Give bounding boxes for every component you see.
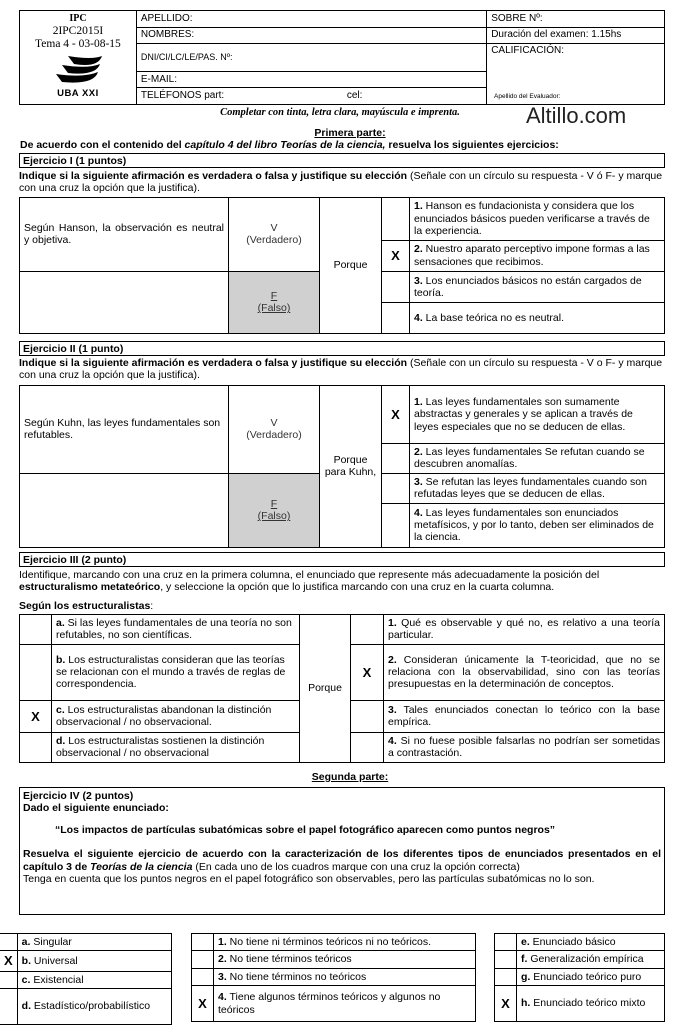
ej4-col2-mark-2[interactable] — [192, 951, 214, 968]
ej1-statement: Según Hanson, la observación es neutral y objetiva. — [20, 198, 229, 272]
ej2-opt-1-text: Las leyes fundamentales son sumamente abstractas y generales y se aplican a través de leyes especiales que no se deducen de ellas. — [414, 395, 633, 433]
ej2-f-sub: (Falso) — [257, 510, 291, 523]
ej2-opt-3-text: Se refutan las leyes fundamentales cuando son refutadas leyes que se deducen de ellas. — [414, 475, 647, 501]
ej4-title: Ejercicio IV (2 puntos) — [23, 790, 134, 802]
ej4-col2-3-num: 3. — [218, 970, 227, 983]
ej2-mark-1[interactable]: X — [382, 386, 410, 444]
ej3-instr-a: Identifique, marcando con una cruz en la primera columna, el enunciado que represente más adecuadamente la posición del — [19, 569, 600, 581]
ej2-opt-4-num: 4. — [414, 506, 423, 519]
ej1-opt-4-num: 4. — [414, 311, 423, 324]
ej3-right-3 — [384, 700, 665, 732]
ej4-col2-mark-4[interactable]: X — [192, 986, 214, 1022]
ej2-statement: Según Kuhn, las leyes fundamentales son refutables. — [20, 386, 229, 474]
ej1-opt-1-text: Hanson es fundacionista y considera que los enunciados básicos pueden verificarse a través de la experiencia. — [414, 200, 650, 238]
ej3-left-a-letter: a. — [56, 617, 65, 629]
ej1-mark-3[interactable] — [382, 271, 410, 303]
dni-field[interactable]: DNI/CI/LC/LE/PAS. Nº: — [136, 44, 486, 72]
ej1-instructions — [19, 170, 665, 195]
ej3-porque: Porque — [300, 615, 351, 763]
ej3-left-b-letter: b. — [56, 653, 66, 666]
ej3-segun-label: Según los estructuralistas — [19, 600, 151, 612]
ej1-option-4 — [410, 303, 665, 334]
ej1-option-1 — [410, 198, 665, 241]
ej3-right-4-text: Si no fuese posible falsarlas no podrían ser sometidas a contrastación. — [388, 734, 660, 760]
ej3-left-a — [52, 615, 300, 645]
apellido-field[interactable]: APELLIDO: — [136, 11, 486, 28]
ej1-opt-2-text: Nuestro aparato perceptivo impone formas a las sensaciones que recibimos. — [414, 243, 650, 268]
ej2-instr-rest: (Señale con un círculo su respuesta - V o F- y marque con una cruz la opción que la justifica). — [19, 357, 663, 382]
ej4-col2-3 — [214, 968, 476, 985]
ej4-col2-1 — [214, 934, 476, 951]
ej4-col1-d-letter: d. — [21, 1000, 32, 1013]
ej3-instructions — [19, 569, 665, 594]
ej2-f-cell[interactable] — [229, 473, 320, 547]
ej1-mark-1[interactable] — [382, 198, 410, 241]
intro-c: resuelva los siguientes ejercicios: — [385, 139, 559, 151]
ej2-title: Ejercicio II (1 punto) — [19, 341, 665, 356]
ej3-right-mark-1[interactable] — [351, 615, 384, 645]
ej4-col2-4 — [214, 986, 476, 1022]
ej4-col3-mark-f[interactable] — [495, 951, 517, 968]
ej4-box — [19, 787, 665, 915]
telefonos-field[interactable] — [136, 88, 486, 105]
ej4-col2-1-text: No tiene ni términos teóricos ni no teóricos. — [226, 936, 432, 948]
ej1-table — [19, 197, 665, 334]
ej2-opt-2-text: Las leyes fundamentales Se refutan cuando se descubren anomalías. — [414, 446, 645, 471]
ej3-left-mark-b[interactable] — [20, 644, 52, 700]
ej2-instructions — [19, 357, 665, 382]
ej3-title: Ejercicio III (2 punto) — [19, 552, 665, 567]
ej4-col3-g — [517, 968, 665, 985]
exam-code: 2IPC2015I — [52, 24, 104, 37]
ej2-mark-2[interactable] — [382, 444, 410, 474]
ej4-col2-mark-1[interactable] — [192, 934, 214, 951]
ej4-col3-mark-g[interactable] — [495, 968, 517, 985]
ej2-option-4 — [410, 503, 665, 547]
instruction-text: Completar con tinta, letra clara, mayúscula e imprenta. — [220, 107, 460, 118]
ej2-opt-1-num: 1. — [414, 395, 423, 408]
ej3-left-mark-c[interactable]: X — [20, 700, 52, 732]
ej4-col3-f-letter: f. — [521, 953, 528, 966]
uba-xxi-logo-icon — [48, 54, 108, 88]
cel-label: cel: — [346, 90, 363, 102]
evaluador-label: Apellido del Evaluador: — [494, 93, 561, 100]
ej1-porque: Porque — [320, 198, 382, 334]
ej2-opt-3-num: 3. — [414, 475, 423, 488]
ej1-mark-4[interactable] — [382, 303, 410, 334]
ej4-col2-mark-3[interactable] — [192, 968, 214, 985]
ej2-v-sub: (Verdadero) — [246, 429, 302, 442]
ej1-f-label: F — [270, 289, 278, 302]
ej4-col1-d — [17, 989, 171, 1025]
ej3-segun: Según los estructuralistas: — [19, 600, 154, 612]
ej1-v-sub: (Verdadero) — [246, 234, 302, 247]
ej4-col2-4-text: Tiene algunos términos teóricos y algunos no teóricos — [218, 991, 441, 1016]
ej4-col3-g-text: Enunciado teórico puro — [530, 970, 642, 983]
ej2-opt-4-text: Las leyes fundamentales son enunciados metafísicos, y por lo tanto, deben ser eliminados de la ciencia. — [414, 506, 654, 544]
ej2-instr-bold: Indique si la siguiente afirmación es verdadera o falsa y justifique su elección — [19, 357, 408, 369]
ej4-col1-c — [17, 971, 171, 988]
ej1-instr-bold: Indique si la siguiente afirmación es verdadera o falsa y justifique su elección — [19, 170, 408, 182]
ej3-right-4 — [384, 732, 665, 762]
ej4-dado: Dado el siguiente enunciado: — [23, 802, 169, 815]
ej3-right-1-num: 1. — [388, 617, 397, 629]
ej4-instr-c: (En cada uno de los cuadros marque con una cruz la opción correcta) — [192, 860, 520, 873]
ej4-note: Tenga en cuenta que los puntos negros en el papel fotográfico son observables, pero las partículas subatómicas no lo son. — [23, 872, 595, 885]
ej4-col1-table — [0, 933, 172, 1025]
ej4-col1-c-letter: c. — [21, 973, 31, 986]
ej4-col3-h-text: Enunciado teórico mixto — [530, 997, 646, 1010]
ej1-option-3 — [410, 271, 665, 303]
ej3-right-2-text: Consideran únicamente la T-teoricidad, que no se relaciona con la observabilidad, sino con las teorías presupuestas en la determinación de conceptos. — [388, 653, 660, 691]
ej4-col1-a-text: Singular — [30, 936, 72, 948]
ej4-col1-d-text: Estadístico/probabilístico — [31, 1000, 151, 1013]
logo-text: UBA XXI — [57, 87, 99, 99]
ej2-v-cell[interactable] — [229, 386, 320, 474]
ej4-col1-mark-b[interactable]: X — [0, 951, 17, 971]
ej4-col3-e-text: Enunciado básico — [529, 936, 616, 948]
ej1-v-label: V — [270, 221, 278, 234]
watermark: Altillo.com — [526, 103, 627, 128]
ej4-col1-a — [17, 934, 171, 951]
ej3-left-c — [52, 700, 300, 732]
ej2-opt-2-num: 2. — [414, 446, 423, 458]
ej3-left-mark-d[interactable] — [20, 732, 52, 762]
ej3-right-mark-2[interactable]: X — [351, 644, 384, 700]
ej1-title: Ejercicio I (1 puntos) — [19, 153, 665, 168]
ej3-table — [19, 614, 665, 763]
ej4-quote: “Los impactos de partículas subatómicas sobre el papel fotográfico aparecen como puntos negros” — [55, 823, 556, 836]
ej4-col2-4-num: 4. — [218, 991, 227, 1004]
ej3-left-c-letter: c. — [56, 703, 65, 716]
ej4-col1-b — [17, 951, 171, 971]
primera-parte-title: Primera parte: — [314, 127, 386, 139]
ej4-instructions — [23, 848, 661, 873]
ej3-instr-c: , y seleccione la opción que lo justifica marcando con una cruz en la cuarta columna. — [160, 581, 555, 594]
ej2-porque: Porque para Kuhn, — [320, 386, 382, 548]
ej2-option-3 — [410, 473, 665, 503]
ej4-col3-e-letter: e. — [521, 936, 530, 948]
intro-a: De acuerdo con el contenido del — [20, 139, 185, 151]
ej3-instr-b: estructuralismo metateórico — [19, 581, 161, 594]
ej3-right-mark-3[interactable] — [351, 700, 384, 732]
ej3-left-b — [52, 644, 300, 700]
header-id-cell — [20, 11, 137, 105]
ej1-v-cell[interactable] — [229, 198, 320, 272]
ej4-col3-table — [494, 933, 665, 1022]
ej2-mark-3[interactable] — [382, 473, 410, 503]
ej2-mark-4[interactable] — [382, 503, 410, 547]
ej1-opt-2-num: 2. — [414, 243, 423, 256]
ej4-col1-mark-a[interactable] — [0, 934, 17, 951]
sobre-field[interactable]: SOBRE Nº: — [487, 11, 665, 28]
ej4-col1-b-letter: b. — [21, 954, 32, 967]
nombres-field[interactable]: NOMBRES: — [136, 27, 486, 44]
ej4-col1-b-text: Universal — [31, 954, 78, 967]
ej4-col3-g-letter: g. — [521, 970, 531, 983]
ej1-f-sub: (Falso) — [257, 302, 291, 315]
ej4-col2-1-num: 1. — [218, 936, 227, 948]
email-field[interactable]: E-MAIL: — [136, 71, 486, 88]
telefonos-label: TELÉFONOS part: — [140, 90, 225, 102]
ej3-left-d-letter: d. — [56, 734, 66, 747]
ej2-option-2 — [410, 444, 665, 474]
ej4-col3-e — [517, 934, 665, 951]
ej4-col1-mark-d[interactable] — [0, 989, 17, 1025]
ej4-col2-2 — [214, 951, 476, 968]
ej3-right-3-num: 3. — [388, 703, 397, 716]
ej4-col3-f-text: Generalización empírica — [527, 953, 644, 966]
intro-b: capítulo 4 del libro Teorías de la ciencia, — [184, 139, 386, 151]
ej4-col2-3-text: No tiene términos no teóricos — [226, 970, 367, 983]
segunda-parte-title: Segunda parte: — [311, 771, 389, 783]
ej3-right-1 — [384, 615, 665, 645]
ej4-col2-2-text: No tiene términos teóricos — [226, 953, 352, 966]
ej3-left-d-text: Los estructuralistas sostienen la distinción observacional / no observacional — [56, 734, 265, 760]
ej4-col3-h — [517, 986, 665, 1022]
ej2-statement-blank — [20, 473, 229, 547]
ej1-statement-blank — [20, 271, 229, 333]
ej4-instr-a: Resuelva el siguiente ejercicio de acuerdo con la caracterización de los diferentes tipos de enunciados presentados en el capítulo 3 de — [23, 848, 661, 873]
ej3-left-b-text: Los estructuralistas consideran que las teorías se relacionan con el mundo a través de reglas de correspondencia. — [56, 653, 286, 691]
ej3-left-d — [52, 732, 300, 762]
ej2-f-label: F — [270, 497, 278, 510]
ej3-right-3-text: Tales enunciados conectan lo teórico con la base empírica. — [388, 703, 660, 729]
ej2-table — [19, 385, 665, 548]
ej4-col2-2-num: 2. — [218, 953, 227, 966]
ej4-col2-table — [191, 933, 476, 1022]
ej3-right-mark-4[interactable] — [351, 732, 384, 762]
ej2-v-label: V — [270, 417, 278, 429]
ej3-left-mark-a[interactable] — [20, 615, 52, 645]
ej1-opt-1-num: 1. — [414, 200, 423, 213]
ej4-col3-f — [517, 951, 665, 968]
calificacion-field[interactable]: CALIFICACIÓN: — [487, 44, 665, 105]
ej3-left-c-text: Los estructuralistas abandonan la distinción observacional / no observacional. — [56, 703, 272, 729]
ej1-instr-rest: (Señale con un círculo su respuesta - V ó F- y marque con una cruz la opción que la justifica). — [19, 170, 663, 195]
ej4-col3-mark-e[interactable] — [495, 934, 517, 951]
exam-header — [19, 10, 665, 105]
ej3-left-a-text: Si las leyes fundamentales de una teoría no son refutables, no son científicas. — [56, 617, 292, 642]
ipc-label: IPC — [69, 13, 87, 24]
ej4-col1-mark-c[interactable] — [0, 971, 17, 988]
ej3-right-2 — [384, 644, 665, 700]
ej4-col1-c-text: Existencial — [30, 973, 84, 986]
ej1-opt-3-text: Los enunciados básicos no están cargados de teoría. — [414, 274, 642, 299]
ej4-instr-b: Teorías de la ciencia — [90, 860, 193, 873]
ej1-mark-2[interactable]: X — [382, 241, 410, 271]
exam-tema: Tema 4 - 03-08-15 — [35, 38, 121, 51]
ej3-right-1-text: Qué es observable y qué no, es relativo a una teoría particular. — [388, 617, 660, 642]
ej4-col3-h-letter: h. — [521, 997, 531, 1010]
ej3-right-4-num: 4. — [388, 734, 397, 747]
ej1-f-cell[interactable] — [229, 271, 320, 333]
ej1-opt-3-num: 3. — [414, 274, 423, 287]
ej1-opt-4-text: La base teórica no es neutral. — [422, 311, 565, 324]
ej4-col1-a-letter: a. — [21, 936, 31, 948]
ej2-option-1 — [410, 386, 665, 444]
ej4-col3-mark-h[interactable]: X — [495, 986, 517, 1022]
ej3-right-2-num: 2. — [388, 653, 397, 666]
duracion-label: Duración del examen: 1.15hs — [487, 27, 665, 44]
ej1-option-2 — [410, 241, 665, 271]
primera-parte-intro — [20, 139, 680, 151]
